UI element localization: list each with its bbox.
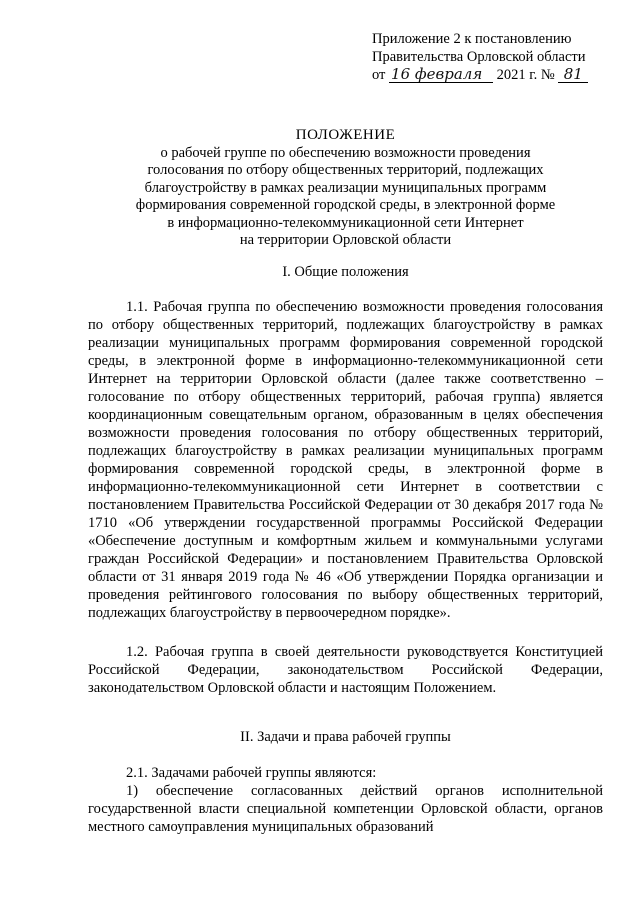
document-title [88, 127, 603, 250]
annex-line-1: Приложение 2 к постановлению [372, 31, 572, 47]
annex-line-2: Правительства Орловской области [372, 49, 586, 65]
annex-year-number-label: 2021 г. № [496, 67, 555, 83]
section-1-heading: I. Общие положения [282, 264, 409, 280]
handwritten-number: 81 [558, 66, 588, 83]
title-line: в информационно-телекоммуникационной сети Интернет [167, 214, 524, 231]
annex-line-3 [372, 66, 602, 86]
section-2-heading: II. Задачи и права рабочей группы [240, 729, 451, 745]
paragraph-1-2: 1.2. Рабочая группа в своей деятельности руководствуется Конституцией Российской Федерации, законодательством Российской Федерации, законодательством Орловской области и настоящим Положением. [88, 644, 603, 696]
title-line: благоустройству в рамках реализации муниципальных программ [144, 179, 547, 196]
annex-header [372, 30, 602, 86]
title-heading: ПОЛОЖЕНИЕ [295, 127, 396, 143]
paragraph-2-1-item-1: 1) обеспечение согласованных действий органов исполнительной государственной власти специальной компетенции Орловской области, органов местного самоуправления муниципальных образований [88, 783, 603, 835]
title-line: голосования по отбору общественных территорий, подлежащих [147, 162, 544, 178]
paragraph-1-1: 1.1. Рабочая группа по обеспечению возможности проведения голосования по отбору общественных территорий, подлежащих благоустройству в рамках реализации муниципальных программ формирования современной городской среды, в электронной форме в информационно-телекоммуникационной сети Интернет на территории Орловской области (далее также соответственно – голосование по отбору общественных территорий, рабочая группа) является координационным совещательным органом, образованным в целях обеспечения возможности проведения голосования по отбору общественных территорий, подлежащих благоустройству в рамках реализации муниципальных программ формирования современной городской среды, в электронной форме в информационно-телекоммуникационной сети Интернет в соответствии с постановлением Правительства Российской Федерации от 30 декабря 2017 года № 1710 «Об утверждении государственной программы Российской Федерации «Обеспечение доступным и комфортным жильем и коммунальными услугами граждан Российской Федерации» и постановлением Правительства Орловской области от 31 января 2019 года № 46 «Об утверждении Порядка организации и проведения рейтингового голосования по выбору общественных территорий, подлежащих благоустройству в первоочередном порядке». [88, 299, 603, 621]
annex-from-label: от [372, 67, 386, 83]
title-line: о рабочей группе по обеспечению возможности проведения [160, 144, 531, 161]
title-line: на территории Орловской области [239, 232, 452, 248]
title-line: формирования современной городской среды, в электронной форме [135, 197, 556, 213]
handwritten-date: 16 февраля [389, 66, 493, 83]
paragraph-2-1: 2.1. Задачами рабочей группы являются: [126, 765, 377, 781]
